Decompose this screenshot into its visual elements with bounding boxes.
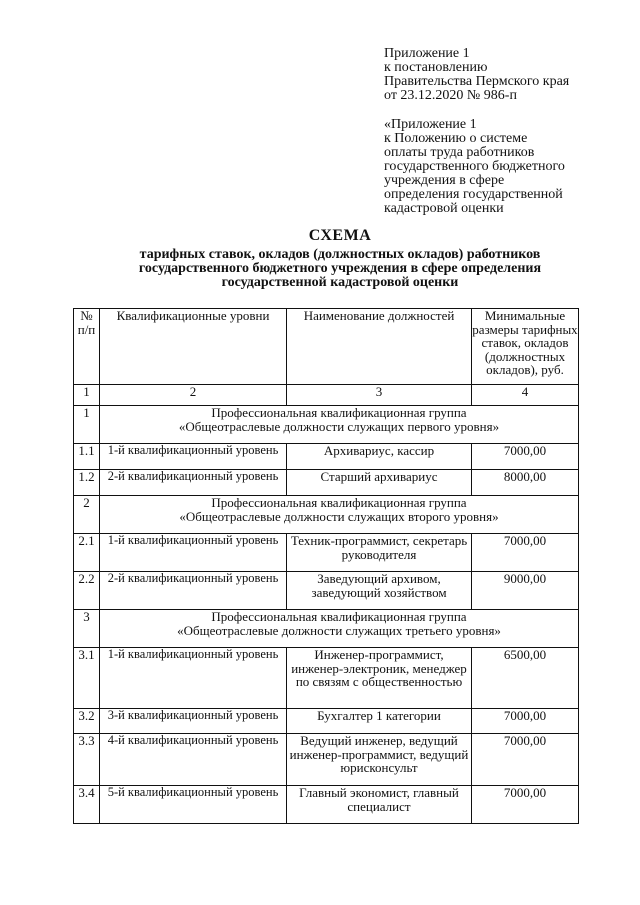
group-title [100,610,579,648]
row-number: 1.2 [74,470,100,496]
annex-1-line: к постановлению [384,60,488,75]
annex-2-line: кадастровой оценки [384,201,504,216]
header-num: № п/п [74,309,100,385]
table-row [74,786,579,824]
salary-table [73,308,579,824]
salary-value: 8000,00 [472,470,579,496]
qualification-level: 4-й квалификационный уровень [100,734,287,786]
header-levels: Квалификационные уровни [100,309,287,385]
annex-2-line: учреждения в сфере [384,173,505,188]
salary-value: 9000,00 [472,572,579,610]
salary-value: 6500,00 [472,648,579,709]
annex-2-line: оплаты труда работников [384,145,535,160]
document-title: СХЕМА [308,227,372,244]
column-number: 1 [74,385,100,406]
table-row [74,444,579,470]
qualification-level: 1-й квалификационный уровень [100,648,287,709]
header-positions: Наименование должностей [287,309,472,385]
header-salary: Минимальные размеры тарифных ставок, окладов (должностных окладов), руб. [472,309,579,385]
header-row [74,309,579,385]
group-title [100,406,579,444]
column-number: 2 [100,385,287,406]
row-number: 1.1 [74,444,100,470]
group-row [74,610,579,648]
row-number: 3.2 [74,709,100,734]
annex-1-line: Правительства Пермского края [384,74,570,89]
group-title-line: Профессиональная квалификационная группа [211,405,467,420]
position-names: Заведующий архивом, заведующий хозяйством [287,572,472,610]
qualification-level: 1-й квалификационный уровень [100,444,287,470]
table-row [74,534,579,572]
row-number: 2.2 [74,572,100,610]
salary-value: 7000,00 [472,709,579,734]
group-title-line: «Общеотраслевые должности служащих первого уровня» [178,418,500,434]
table-row [74,648,579,709]
group-row [74,496,579,534]
row-number: 3.3 [74,734,100,786]
annex-2-line: «Приложение 1 [384,117,477,132]
salary-value: 7000,00 [472,734,579,786]
group-number: 3 [74,610,100,648]
qualification-level: 2-й квалификационный уровень [100,470,287,496]
table-row [74,572,579,610]
annex-2-line: к Положению о системе [384,131,528,146]
qualification-level: 5-й квалификационный уровень [100,786,287,824]
position-names: Архивариус, кассир [287,444,472,470]
group-title [100,496,579,534]
document-subtitle [0,248,640,290]
subtitle-line: тарифных ставок, окладов (должностных окладов) работников [139,247,541,262]
annex-1-line: Приложение 1 [384,46,470,61]
position-names: Инженер-программист, инженер-электроник, менеджер по связям с общественностью [287,648,472,709]
table-row [74,734,579,786]
annex-2-line: определения государственной [384,187,563,202]
annex-2-line: государственного бюджетного [384,159,565,174]
salary-value: 7000,00 [472,786,579,824]
table-row [74,709,579,734]
qualification-level: 2-й квалификационный уровень [100,572,287,610]
position-names: Техник-программист, секретарь руководителя [287,534,472,572]
salary-value: 7000,00 [472,534,579,572]
group-title-line: «Общеотраслевые должности служащих второго уровня» [179,508,499,524]
table-row [74,470,579,496]
group-title-line: «Общеотраслевые должности служащих третьего уровня» [177,622,501,638]
group-number: 2 [74,496,100,534]
qualification-level: 3-й квалификационный уровень [100,709,287,734]
position-names: Бухгалтер 1 категории [287,709,472,734]
position-names: Ведущий инженер, ведущий инженер-программист, ведущий юрисконсульт [287,734,472,786]
annex-1-line: от 23.12.2020 № 986-п [384,88,517,103]
column-numbers-row [74,385,579,406]
group-title-line: Профессиональная квалификационная группа [211,609,467,624]
row-number: 2.1 [74,534,100,572]
row-number: 3.4 [74,786,100,824]
annex-1-block [384,47,569,103]
annex-2-block [384,118,565,216]
position-names: Старший архивариус [287,470,472,496]
qualification-level: 1-й квалификационный уровень [100,534,287,572]
group-title-line: Профессиональная квалификационная группа [211,495,467,510]
row-number: 3.1 [74,648,100,709]
column-number: 4 [472,385,579,406]
subtitle-line: государственного бюджетного учреждения в сфере определения [138,261,542,276]
salary-value: 7000,00 [472,444,579,470]
group-row [74,406,579,444]
subtitle-line: государственной кадастровой оценки [221,275,459,290]
group-number: 1 [74,406,100,444]
column-number: 3 [287,385,472,406]
position-names: Главный экономист, главный специалист [287,786,472,824]
